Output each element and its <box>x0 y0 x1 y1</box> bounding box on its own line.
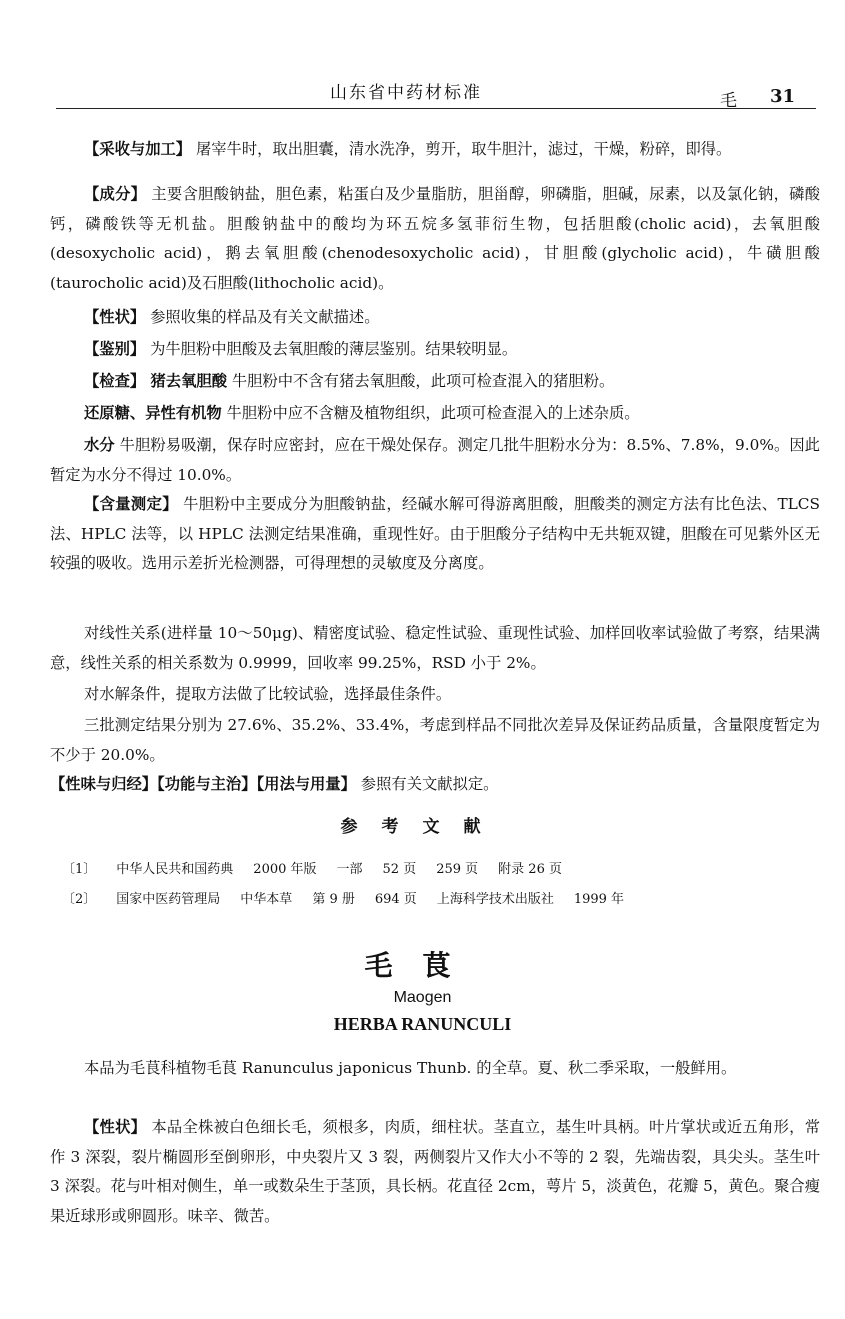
running-header-entry: 毛 <box>720 91 737 111</box>
references-title: 参考文献 <box>340 817 505 837</box>
section-text: 主要含胆酸钠盐，胆色素，粘蛋白及少量脂肪，胆甾醇，卵磷脂，胆碱，尿素，以及氯化钠，磷酸钙，磷酸铁等无机盐。胆酸钠盐中的酸均为环五烷多氢菲衍生物，包括胆酸(cholic acid)，去氧胆酸(desoxycholic acid)，鹅去氧胆酸(chenodesoxycholic acid)，甘胆酸(glycholic acid)，牛磺胆酸(taurocholic acid)及石胆酸(lithocholic acid)。 <box>50 185 820 292</box>
section-text: 本品为毛茛科植物毛茛 Ranunculus japonicus Thunb. 的全草。夏、秋二季采取，一般鲜用。 <box>84 1059 737 1077</box>
section-label: 【含量测定】 <box>84 495 178 513</box>
section-text: 对线性关系(进样量 10～50μg)、精密度试验、稳定性试验、重现性试验、加样回收率试验做了考察，结果满意，线性关系的相关系数为 0.9999，回收率 99.25%，RSD 小于 2%。 <box>50 624 820 672</box>
reference-field: 中华本草 <box>240 892 293 907</box>
page-number: 31 <box>770 86 796 107</box>
paragraph-description <box>50 303 820 333</box>
section-text: 参照收集的样品及有关文献描述。 <box>145 308 380 326</box>
section-text: 三批测定结果分别为 27.6%、35.2%、33.4%，考虑到样品不同批次差异及保证药品质量，含量限度暂定为不少于 20.0%。 <box>50 716 820 764</box>
entry-latin-name: HERBA RANUNCULI <box>333 1014 512 1034</box>
paragraph-properties <box>50 770 820 800</box>
section-text: 牛胆粉中主要成分为胆酸钠盐，经碱水解可得游离胆酸，胆酸类的测定方法有比色法、TLCS 法、HPLC 法等，以 HPLC 法测定结果准确，重现性好。由于胆酸分子结构中无共轭双键，胆酸在可见紫外区无较强的吸收。选用示差折光检测器，可得理想的灵敏度及分离度。 <box>50 495 820 572</box>
section-label: 【鉴别】 <box>84 340 146 358</box>
section-label: 【成分】 <box>84 185 147 203</box>
paragraph-identification <box>50 335 820 365</box>
section-label: 【性味与归经】【功能与主治】【用法与用量】 <box>50 775 356 793</box>
reference-field: 上海科学技术出版社 <box>436 892 554 907</box>
section-text: 为牛胆粉中胆酸及去氧胆酸的薄层鉴别。结果较明显。 <box>145 340 518 358</box>
reference-field: 第 9 册 <box>312 892 355 907</box>
section-text: 牛胆粉易吸潮，保存时应密封，应在干燥处保存。测定几批牛胆粉水分为：8.5%、7.8%，9.0%。因此暂定为水分不得过 10.0%。 <box>50 436 820 484</box>
reference-field: 附录 26 页 <box>498 862 562 877</box>
reference-field: 国家中医药管理局 <box>116 892 221 907</box>
entry-title: 毛茛 <box>364 949 481 982</box>
paragraph-inspection <box>50 367 820 397</box>
section-label: 【性状】 <box>84 1118 147 1136</box>
paragraph-harvest <box>50 135 820 165</box>
reference-field: 1999 年 <box>573 892 625 907</box>
reference-field: 一部 <box>336 862 363 877</box>
entry-intro <box>50 1054 820 1084</box>
reference-field: 2000 年版 <box>253 862 317 877</box>
entry-pinyin: Maogen <box>393 989 452 1006</box>
section-label: 【检查】 猪去氧胆酸 <box>84 372 227 390</box>
reference-item <box>62 858 582 877</box>
paragraph-hydrolysis <box>50 680 820 710</box>
reference-field: 52 页 <box>382 862 417 877</box>
paragraph-linearity <box>50 619 820 678</box>
paragraph-reducing-sugar <box>50 399 820 429</box>
reference-item <box>62 888 644 907</box>
running-header-title: 山东省中药材标准 <box>330 83 482 103</box>
reference-number: 〔1〕 <box>62 862 97 877</box>
section-label: 【采收与加工】 <box>84 140 192 158</box>
paragraph-constituents <box>50 180 820 298</box>
section-label: 水分 <box>84 436 115 454</box>
section-text: 牛胆粉中不含有猪去氧胆酸，此项可检查混入的猪胆粉。 <box>227 372 615 390</box>
header-rule <box>56 108 816 109</box>
paragraph-batch-results <box>50 711 820 770</box>
reference-field: 694 页 <box>374 892 417 907</box>
entry-description <box>50 1113 820 1231</box>
reference-number: 〔2〕 <box>62 892 97 907</box>
section-label: 还原糖、异性有机物 <box>84 404 222 422</box>
section-text: 屠宰牛时，取出胆囊，清水洗净，剪开，取牛胆汁，滤过，干燥，粉碎，即得。 <box>191 140 732 158</box>
reference-field: 259 页 <box>436 862 479 877</box>
paragraph-assay <box>50 490 820 579</box>
section-text: 对水解条件，提取方法做了比较试验，选择最佳条件。 <box>84 685 452 703</box>
paragraph-moisture <box>50 431 820 490</box>
reference-field: 中华人民共和国药典 <box>116 862 234 877</box>
section-text: 本品全株被白色细长毛，须根多，肉质，细柱状。茎直立，基生叶具柄。叶片掌状或近五角形，常作 3 深裂，裂片椭圆形至倒卵形，中央裂片又 3 裂，两侧裂片又作大小不等的 2 裂，先端齿裂，具尖头。茎生叶 3 深裂。花与叶相对侧生，单一或数朵生于茎顶，具长柄。花直径 2cm，萼片 5，淡黄色，花瓣 5，黄色。聚合瘦果近球形或卵圆形。味辛、微苦。 <box>50 1118 820 1225</box>
section-text: 参照有关文献拟定。 <box>355 775 499 793</box>
section-text: 牛胆粉中应不含糖及植物组织，此项可检查混入的上述杂质。 <box>221 404 640 422</box>
section-label: 【性状】 <box>84 308 146 326</box>
